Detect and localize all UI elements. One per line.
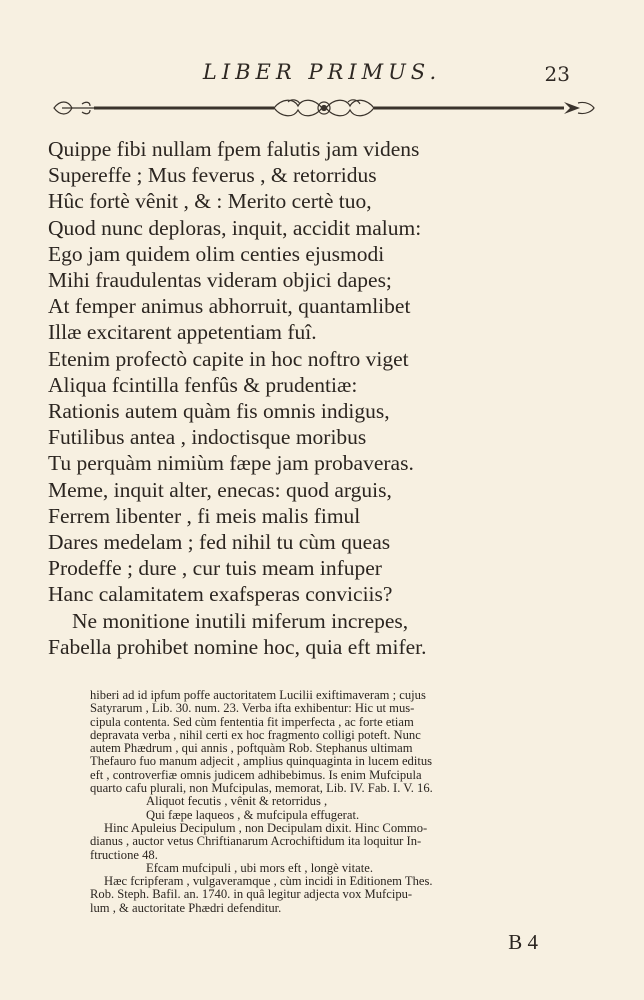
verse-line: Ne monitione inutili miferum increpes, bbox=[72, 608, 409, 633]
verse-line: Rationis autem quàm fis omnis indigus, bbox=[48, 399, 390, 424]
verse-line: Hûc fortè vênit , & : Merito certè tuo, bbox=[48, 189, 372, 214]
footnote-line: Hinc Apuleius Decipulum , non Decipulam dixit. Hinc Commo- bbox=[104, 820, 428, 835]
footnote-quote-line: Aliquot fecutis , vênit & retorridus , bbox=[146, 794, 328, 809]
footnote-line: Rob. Steph. Bafil. an. 1740. in quâ legitur adjecta vox Mufcipu- bbox=[90, 887, 413, 902]
signature-mark: B 4 bbox=[508, 930, 538, 954]
page-number: 23 bbox=[544, 62, 570, 86]
verse-line: Ferrem libenter , fi meis malis fimul bbox=[48, 503, 361, 528]
footnote-line: ftructione 48. bbox=[90, 847, 158, 862]
verse-line: Ego jam quidem olim centies ejusmodi bbox=[48, 241, 385, 266]
footnote-line: Satyrarum , Lib. 30. num. 23. Verba ifta exhibentur: Hic ut mus- bbox=[90, 701, 415, 716]
verse-line: Dares medelam ; fed nihil tu cùm queas bbox=[48, 530, 391, 555]
footnote-line: eft , controverfiæ omnis judicem adhibebimus. Is enim Mufcipula bbox=[90, 767, 422, 782]
verse-line: Prodeffe ; dure , cur tuis meam infuper bbox=[48, 556, 382, 581]
verse-line: At femper animus abhorruit, quantamlibet bbox=[48, 294, 411, 319]
verse-line: Fabella prohibet nomine hoc, quia eft mifer. bbox=[48, 634, 427, 659]
footnote-line: hiberi ad id ipfum poffe auctoritatem Lucilii exiftimaveram ; cujus bbox=[90, 688, 426, 702]
footnote-block bbox=[90, 689, 552, 915]
verse-block bbox=[48, 136, 598, 660]
footnote-line: quarto cafu plurali, non Mufcipulas, memorat, Lib. IV. Fab. I. V. 16. bbox=[90, 781, 433, 796]
footnote-line: lum , & auctoritate Phædri defenditur. bbox=[90, 900, 282, 915]
footnote-line: dianus , auctor vetus Chriftianarum Acrochiftidum ita loquitur In- bbox=[90, 834, 422, 849]
verse-line: Aliqua fcintilla fenfûs & prudentiæ: bbox=[48, 372, 358, 397]
footnote-line: Thefauro fuo manum adjecit , amplius quinquaginta in lucem editus bbox=[90, 754, 433, 769]
verse-line: Quod nunc deploras, inquit, accidit malum: bbox=[48, 215, 422, 240]
verse-line: Supereffe ; Mus feverus , & retorridus bbox=[48, 163, 377, 188]
verse-line: Hanc calamitatem exafsperas conviciis? bbox=[48, 582, 393, 607]
running-head-title: LIBER PRIMUS. bbox=[202, 60, 442, 84]
footnote-line: depravata verba , nihil certi ex hoc fragmento colligi poteft. Nunc bbox=[90, 727, 421, 742]
verse-line: Etenim profectò capite in hoc noftro viget bbox=[48, 346, 409, 371]
verse-line: Quippe fibi nullam fpem falutis jam videns bbox=[48, 137, 420, 161]
verse-line: Futilibus antea , indoctisque moribus bbox=[48, 425, 367, 450]
footnote-quote-line: Efcam mufcipuli , ubi mors eft , longè vitate. bbox=[146, 860, 373, 875]
floral-ornament-rule-icon bbox=[48, 96, 600, 120]
verse-line: Tu perquàm nimiùm fæpe jam probaveras. bbox=[48, 451, 414, 476]
footnote-line: cipula contenta. Sed cùm fententia fit imperfecta , ac forte etiam bbox=[90, 714, 414, 729]
footnote-line: autem Phædrum , qui annis , poftquàm Rob. Stephanus ultimam bbox=[90, 741, 413, 756]
footnote-quote-line: Qui fæpe laqueos , & mufcipula effugerat. bbox=[146, 807, 360, 822]
verse-line: Meme, inquit alter, enecas: quod arguis, bbox=[48, 477, 392, 502]
verse-line: Illæ excitarent appetentiam fuî. bbox=[48, 320, 317, 345]
footnote-line: Hæc fcripferam , vulgaveramque , cùm incidi in Editionem Thes. bbox=[104, 874, 433, 889]
verse-line: Mihi fraudulentas videram objici dapes; bbox=[48, 268, 392, 293]
